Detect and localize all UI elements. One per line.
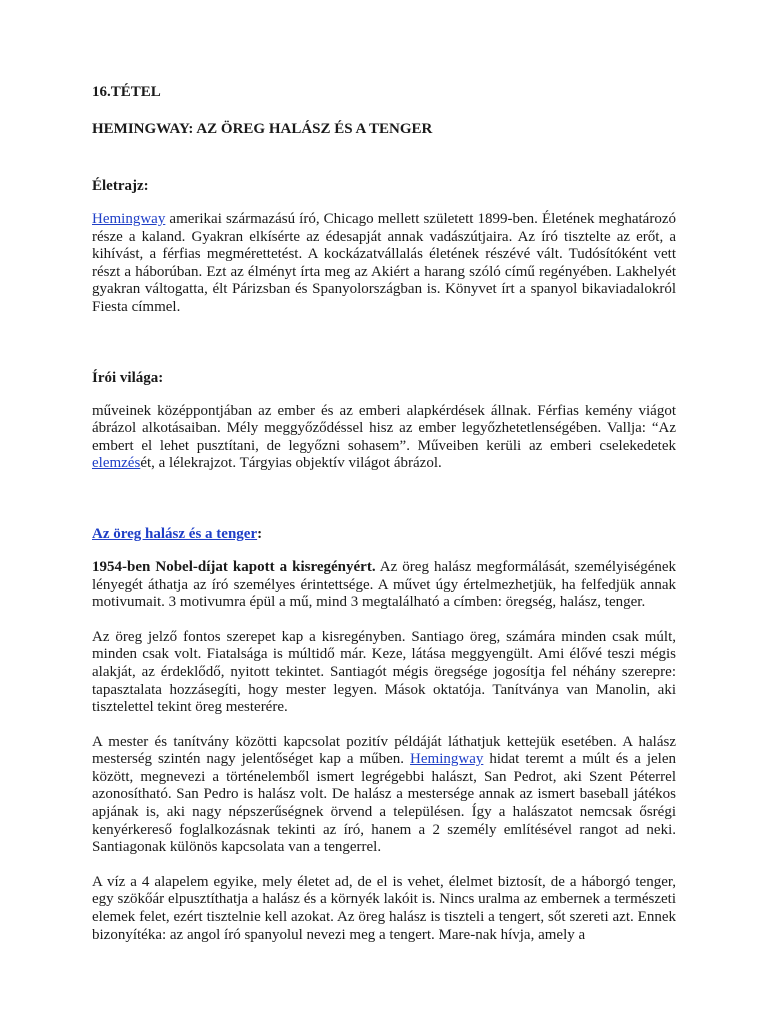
hemingway-link-2[interactable]: Hemingway bbox=[410, 751, 484, 768]
spacer bbox=[92, 612, 676, 629]
spacer bbox=[92, 717, 676, 734]
section-heading-eletrajz: Életrajz: bbox=[92, 178, 149, 194]
paragraph-eletrajz bbox=[92, 211, 676, 317]
oreg-halasz-link[interactable]: Az öreg halász és a tenger bbox=[92, 525, 258, 542]
section-heading-iroi-vilaga: Írói világa: bbox=[92, 369, 164, 386]
spacer bbox=[92, 473, 676, 526]
iroi-vilaga-text-after: ét, a lélekrajzot. Tárgyias objektív világot ábrázol. bbox=[140, 455, 442, 472]
hemingway-link[interactable]: Hemingway bbox=[92, 211, 166, 227]
tetel-number: 16.TÉTEL bbox=[92, 84, 161, 100]
iroi-vilaga-text-before: műveinek középpontjában az ember és az emberi alapkérdések állnak. Férfias kemény viágot ábrázol alkotásaiban. Mély meggyőződéssel hisz az ember legyőzhetetlenségében. Vallja: “Az embert el lehet pusztítani, de legyőzni sohasem”. Műveiben kerüli az emberi cselekedetek bbox=[92, 402, 676, 454]
paragraph-mester bbox=[92, 734, 676, 857]
heading-colon: : bbox=[257, 525, 263, 542]
section-heading-oreg-halasz bbox=[92, 526, 676, 543]
eletrajz-text: amerikai származású író, Chicago mellett született 1899-ben. Életének meghatározó része a kaland. Gyakran elkísérte az édesapját annak vadászútjaira. Az író tisztelte az erőt, a kihívást, a férfias megmérettetést. A kockázatvállalás életének részévé vált. Tudósítóként vett részt a háborúban. Ezt az élményt írta meg az Akiért a harang szól​ó című regényében. Lakhelyét gyakran váltogatta, élt Párizsban és Spanyolországban is. Könyvet írt a spanyol bikaviadalokról Fiesta címmel. bbox=[92, 211, 676, 315]
paragraph-viz: A víz a 4 alapelem egyike, mely életet ad, de el is vehet, élelmet biztosít, de a háborgó tenger, egy szökőár elpusztíthatja a halász és a környék lakóit is. Nincs uralma az embernek a természeti elemek felet, ezért tisztelnie kell azokat. Az öreg halász is tiszteli a tengert, sőt szereti azt. Ennek bizonyítéka: az angol író spanyolul nevezi meg a tengert. Mare-nak hívja, amely a bbox=[92, 873, 676, 943]
nobel-text: Az öreg halász megformálását, személyiségének lényegét áthatja az író személyes érintettsége. A művet úgy értelmezhetjük, ha felfedjük annak motivumait. 3 motivumra épül a mű, mind 3 megtalálható a címben: öregség, halász, tenger. bbox=[92, 558, 677, 611]
paragraph-iroi-vilaga bbox=[92, 403, 676, 473]
page-title: HEMINGWAY: AZ ÖREG HALÁSZ ÉS A TENGER bbox=[92, 121, 433, 137]
elemzes-link[interactable]: elemzés bbox=[92, 455, 141, 472]
spacer bbox=[92, 857, 676, 874]
mester-text-after: hidat teremt a múlt és a jelen között, megnevezi a történelemből ismert legrégebbi halászt, San Pedrot, aki Szent Péterrel azonosítható. San Pedro is halász volt. De halász a mestersége annak az ismert baseball játékos apjának is, aki nagy népszerűségnek örvend a településen. Így a halászatot nemcsak ősrégi kenyérkereső foglalkozásnak tekinti az író, hanem a 2 személy említésével rangot ad neki. Santiagonak különös kapcsolata van a tengerrel. bbox=[92, 751, 676, 856]
nobel-bold-text: 1954-ben Nobel-díjat kapott a kisregényért. bbox=[92, 558, 376, 575]
mester-text-before: A mester és tanítvány közötti kapcsolat pozitív példáját láthatjuk kettejük esetében. A halász mesterség szintén nagy jelentőséget kap a műben. bbox=[92, 733, 676, 768]
spacer bbox=[92, 317, 676, 370]
paragraph-oreg: Az öreg jelző fontos szerepet kap a kisregényben. Santiago öreg, számára minden csak múlt, minden csak volt. Fiatalsága is múltidő már. Keze, látása meggyengült. Ami élővé teszi mégis alakját, az érdeklődő, nyitott tekintet. Santiagót mégis öregsége jogosítja fel néhány szerepre: tapasztalata hozzásegíti, hogy mester legyen. Mások oktatója. Tanítványa van Manolin, aki tisztelettel tekint öreg mesterére. bbox=[92, 628, 676, 716]
paragraph-nobel bbox=[92, 559, 676, 612]
